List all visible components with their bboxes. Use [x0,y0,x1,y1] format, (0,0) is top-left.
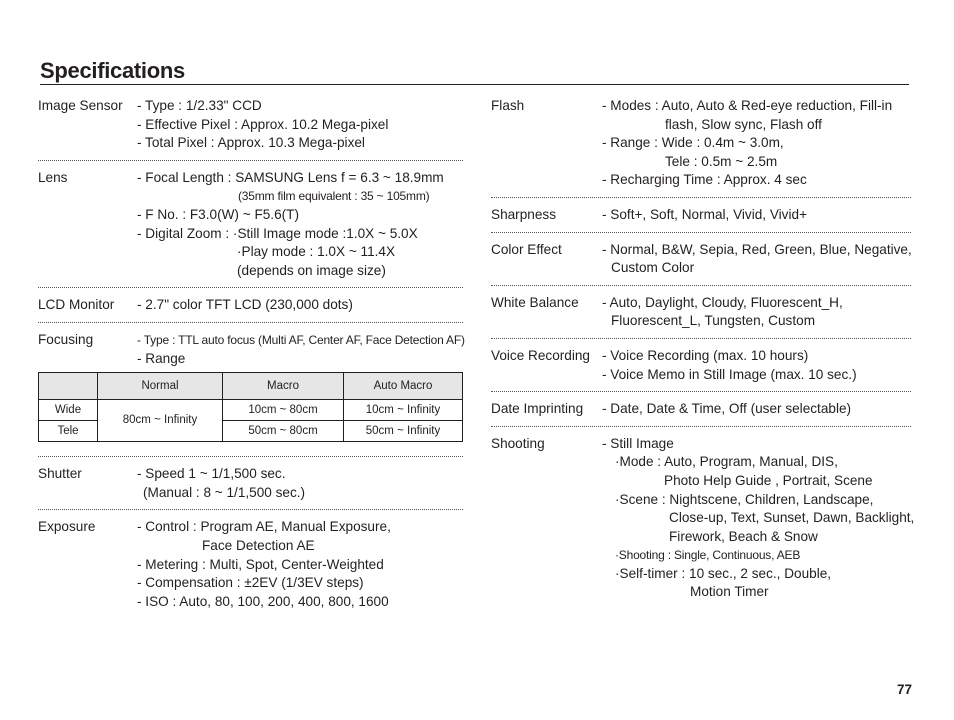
table-header-row [39,373,463,400]
spec-line: Custom Color [611,260,695,276]
table-cell: 10cm ~ Infinity [344,400,463,421]
spec-flash [491,97,911,190]
table-header: Macro [223,373,344,400]
focus-range-table [38,372,463,442]
spec-label: Color Effect [491,241,562,257]
spec-line: - Range [137,350,186,366]
spec-line: - Effective Pixel : Approx. 10.2 Mega-pixel [137,116,389,132]
spec-image-sensor [38,97,463,153]
spec-line: Photo Help Guide , Portrait, Scene [664,472,873,488]
spec-label: Shutter [38,466,82,482]
spec-date-imprinting [491,400,911,419]
spec-label: Shooting [491,435,545,451]
table-header: Normal [98,373,223,400]
spec-white-balance [491,294,911,331]
spec-line: - Metering : Multi, Spot, Center-Weighted [137,556,384,572]
spec-exposure [38,518,463,611]
dotted-divider [491,391,911,392]
title-rule [40,84,909,85]
spec-line: - Type : TTL auto focus (Multi AF, Center AF, Face Detection AF) [137,332,465,347]
spec-value [137,518,463,611]
spec-value [602,347,911,384]
spec-line: flash, Slow sync, Flash off [665,116,822,132]
spec-shooting [491,435,915,602]
table-cell: 50cm ~ 80cm [223,421,344,442]
dotted-divider [38,322,463,323]
spec-line: - Total Pixel : Approx. 10.3 Mega-pixel [137,135,365,151]
table-row-label: Wide [39,400,98,421]
spec-value [137,169,463,281]
spec-line: - Normal, B&W, Sepia, Red, Green, Blue, Negative, [602,241,912,257]
spec-line: - Type : 1/2.33" CCD [137,98,262,113]
right-column [491,97,915,602]
spec-line: - Speed 1 ~ 1/1,500 sec. [137,466,286,482]
spec-value [602,400,911,419]
spec-line: (35mm film equivalent : 35 ~ 105mm) [238,189,430,204]
spec-label: LCD Monitor [38,297,115,313]
table-row [39,400,463,421]
dotted-divider [38,160,463,161]
dotted-divider [491,426,911,427]
spec-line: - Voice Memo in Still Image (max. 10 sec.) [602,366,857,382]
spec-line: (Manual : 8 ~ 1/1,500 sec.) [143,484,306,500]
spec-line: Motion Timer [690,584,769,600]
spec-value [137,465,463,502]
spec-line: ·Self-timer : 10 sec., 2 sec., Double, [615,565,832,581]
spec-label: Image Sensor [38,98,123,113]
dotted-divider [491,338,911,339]
page-title: Specifications [40,58,185,83]
spec-line: - Still Image [602,435,674,451]
spec-value [602,206,911,225]
dotted-divider [491,285,911,286]
table-corner-cell [39,373,98,400]
spec-lcd-monitor [38,296,463,315]
dotted-divider [38,287,463,288]
spec-line: - Recharging Time : Approx. 4 sec [602,172,807,188]
spec-line: - Focal Length : SAMSUNG Lens f = 6.3 ~ 18.9mm [137,169,444,185]
dotted-divider [491,197,911,198]
spec-line: - Soft+, Soft, Normal, Vivid, Vivid+ [602,206,808,222]
spec-line: - Auto, Daylight, Cloudy, Fluorescent_H, [602,294,843,310]
spec-label: Sharpness [491,206,556,222]
spec-label: Date Imprinting [491,401,584,417]
spec-line: - ISO : Auto, 80, 100, 200, 400, 800, 1600 [137,593,389,609]
table-row-label: Tele [39,421,98,442]
spec-line: Close-up, Text, Sunset, Dawn, Backlight, [669,510,915,526]
spec-value [137,296,463,315]
spec-line: - Modes : Auto, Auto & Red-eye reduction, Fill-in [602,98,893,113]
spec-line: ·Shooting : Single, Continuous, AEB [615,548,801,563]
left-column [38,97,463,611]
spec-line: ·Play mode : 1.0X ~ 11.4X [237,244,396,260]
page-number: 77 [897,682,913,697]
spec-line: - Voice Recording (max. 10 hours) [602,347,809,363]
spec-label: White Balance [491,294,579,310]
spec-voice-recording [491,347,911,384]
spec-line: - 2.7" color TFT LCD (230,000 dots) [137,297,353,313]
spec-line: - Range : Wide : 0.4m ~ 3.0m, [602,135,784,151]
spec-label: Lens [38,169,68,185]
table-cell: 80cm ~ Infinity [98,400,223,442]
spec-label: Voice Recording [491,347,590,363]
spec-line: Face Detection AE [202,537,315,553]
spec-lens [38,169,463,281]
spec-line: Firework, Beach & Snow [669,528,818,544]
dotted-divider [38,509,463,510]
table-header: Auto Macro [344,373,463,400]
spec-focusing [38,331,463,442]
spec-value [602,97,911,190]
spec-value [602,435,915,602]
spec-line: ·Mode : Auto, Program, Manual, DIS, [615,454,838,470]
spec-label: Exposure [38,519,96,535]
spec-line: Fluorescent_L, Tungsten, Custom [611,313,816,329]
spec-label: Focusing [38,331,94,347]
spec-label: Flash [491,98,525,113]
spec-line: Tele : 0.5m ~ 2.5m [665,153,778,169]
spec-line: - F No. : F3.0(W) ~ F5.6(T) [137,206,300,222]
spec-line: ·Scene : Nightscene, Children, Landscape, [615,491,874,507]
dotted-divider [38,456,463,457]
spec-shutter [38,465,463,502]
spec-value [602,241,911,278]
spec-line: - Control : Program AE, Manual Exposure, [137,519,391,535]
table-cell: 50cm ~ Infinity [344,421,463,442]
spec-line: - Date, Date & Time, Off (user selectable) [602,401,852,417]
spec-line: - Digital Zoom : ·Still Image mode :1.0X ~ 5.0X [137,225,418,241]
spec-line: - Compensation : ±2EV (1/3EV steps) [137,575,364,591]
spec-value [137,97,463,153]
table-cell: 10cm ~ 80cm [223,400,344,421]
dotted-divider [491,232,911,233]
spec-value [602,294,911,331]
spec-sharpness [491,206,911,225]
spec-value [137,331,463,368]
spec-color-effect [491,241,911,278]
spec-line: (depends on image size) [237,262,386,278]
